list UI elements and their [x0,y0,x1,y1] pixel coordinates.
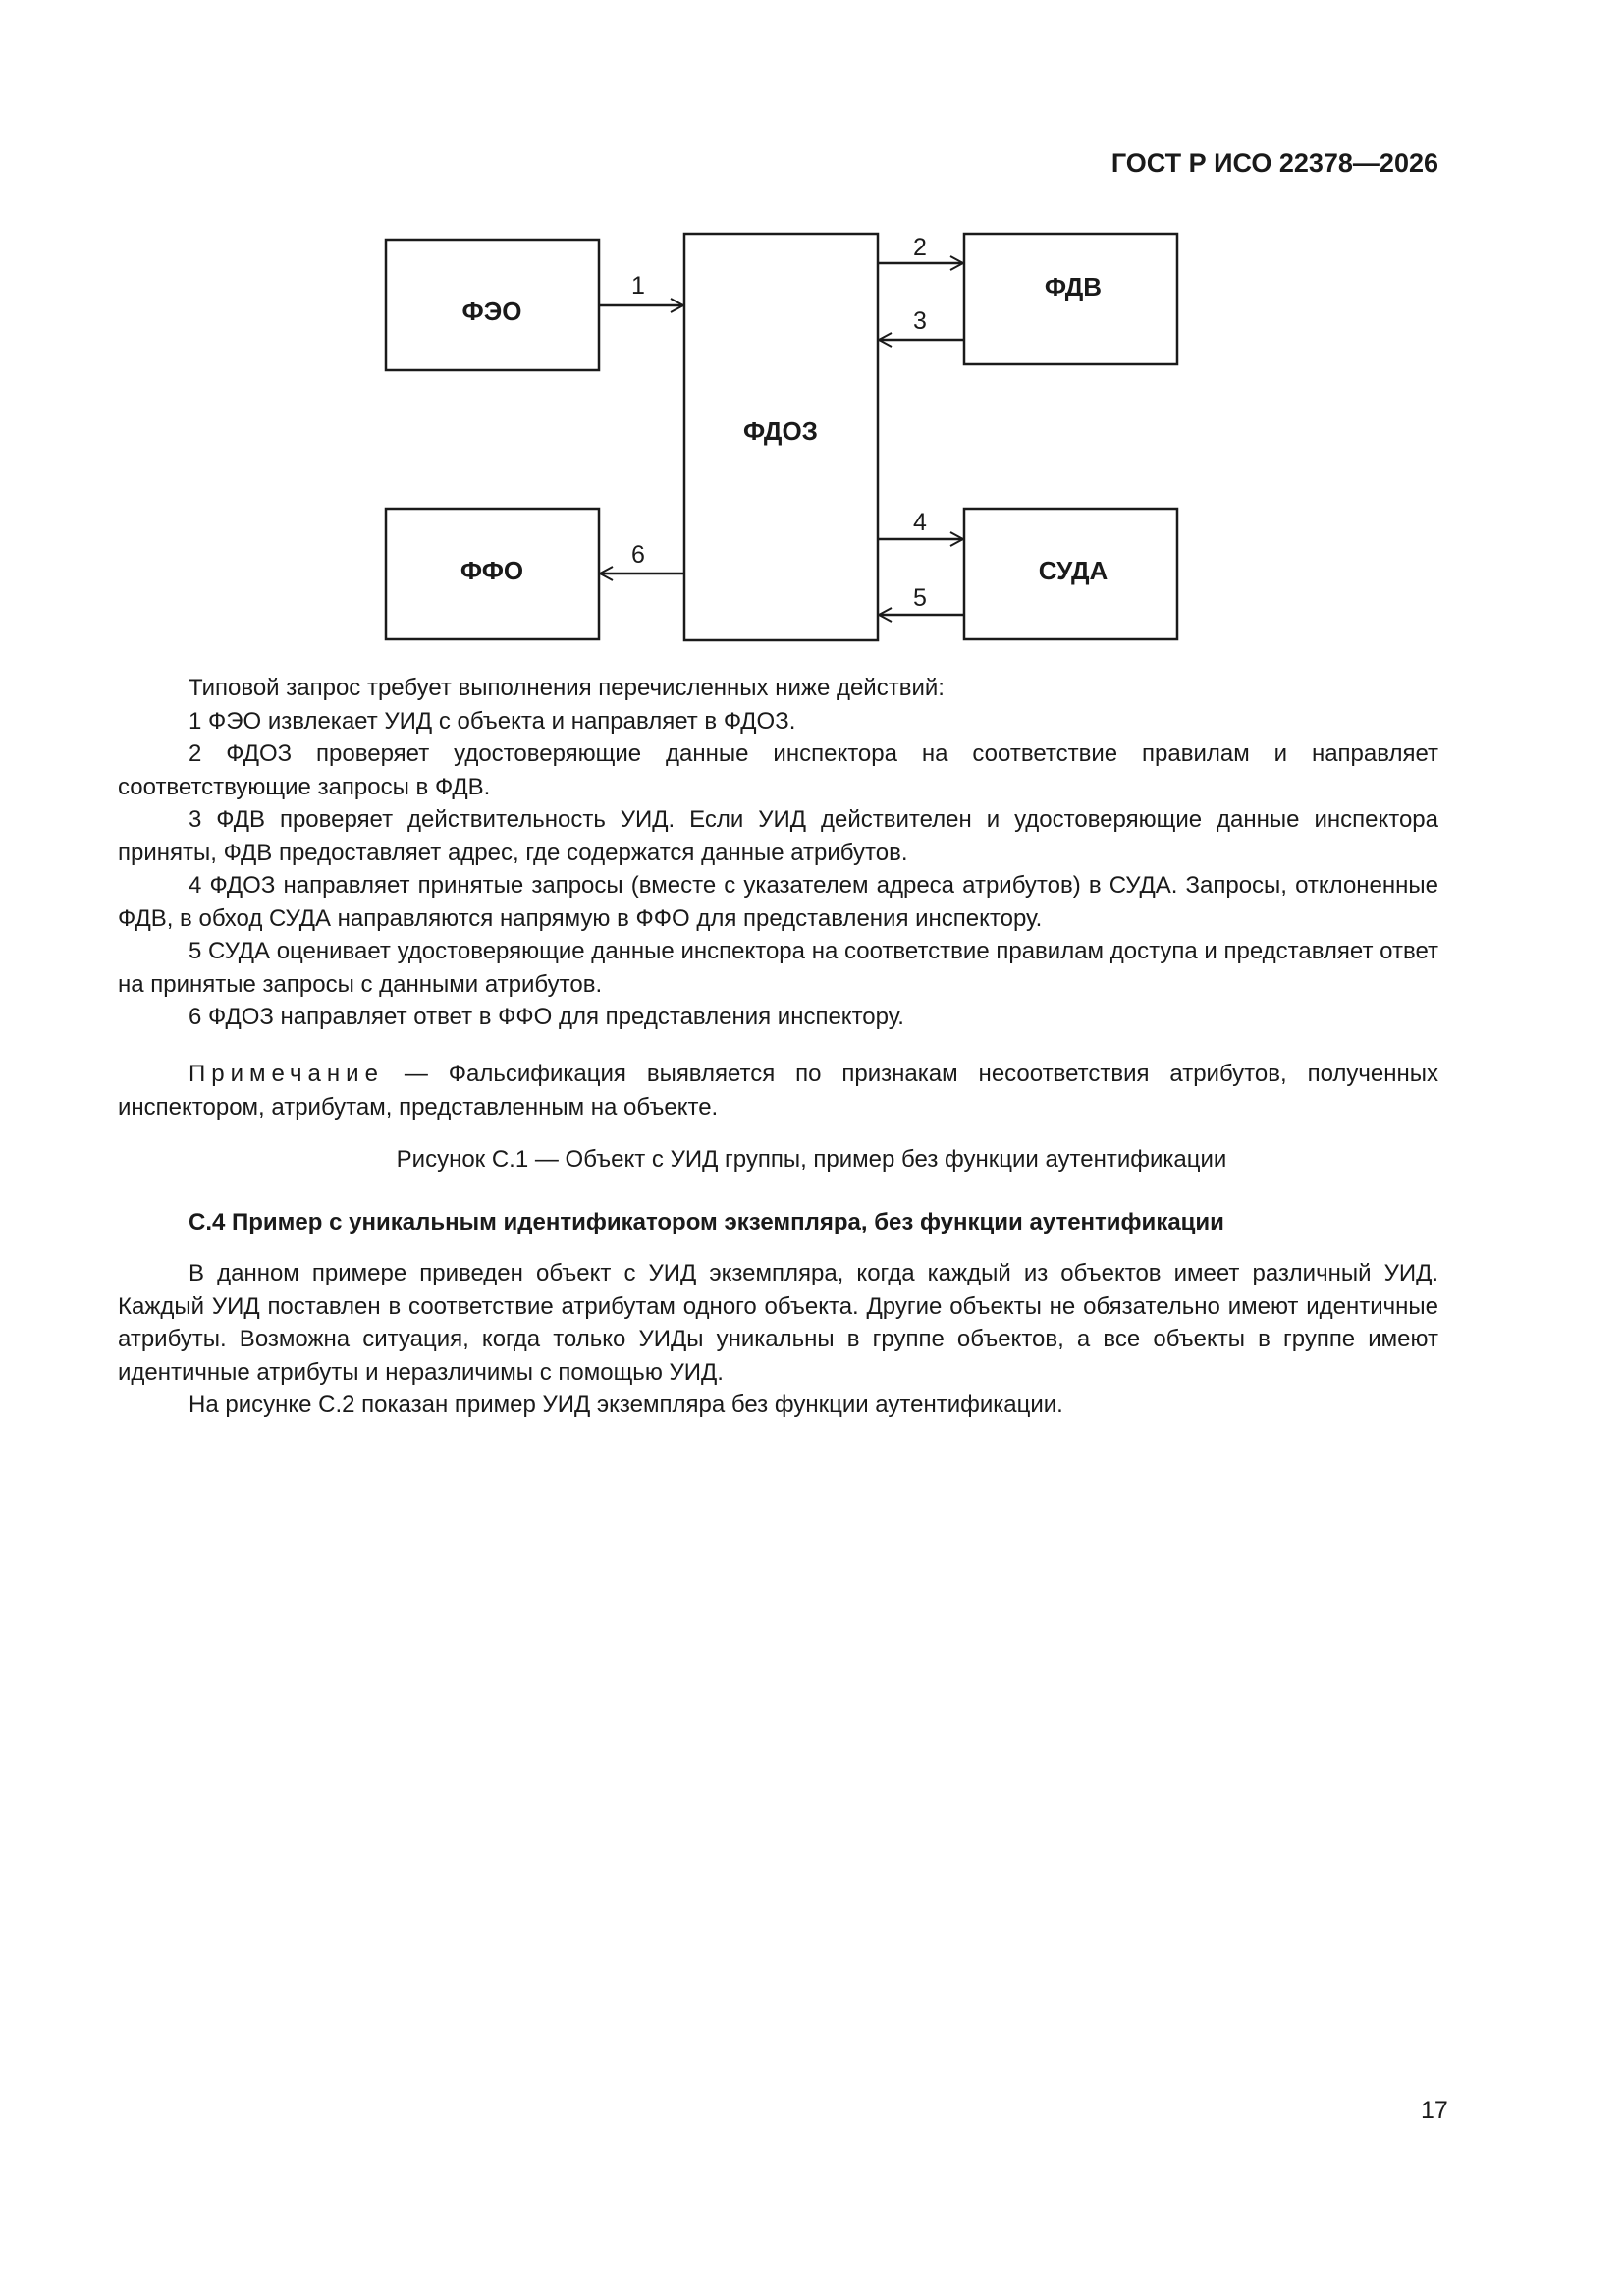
section-title: С.4 Пример с уникальным идентификатором экземпляра, без функции аутентификации [189,1209,1224,1235]
ffo-label: ФФО [460,556,524,585]
arrow-2-label: 2 [913,234,927,261]
section-paragraph-1: В данном примере приведен объект с УИД экземпляра, когда каждый из объектов имеет различный УИД. Каждый УИД поставлен в соответствие атрибутам одного объекта. Другие объекты не обязательно имеют идентичные атрибуты. Возможна ситуация, когда только УИДы уникальны в группе объектов, а все объекты в группе имеют идентичные атрибуты и неразличимы с помощью УИД. [118,1260,1438,1386]
note-label: Примечание [189,1061,384,1087]
fdv-label: ФДВ [1044,272,1103,301]
document-header: ГОСТ Р ИСО 22378—2026 [1110,148,1438,178]
note-paragraph [118,1058,1438,1123]
step-4: 4 ФДОЗ направляет принятые запросы (вместе с указателем адреса атрибутов) в СУДА. Запросы, отклоненные ФДВ, в обход СУДА направляются напрямую в ФФО для представления инспектору. [118,872,1438,932]
arrow-5-label: 5 [913,584,927,612]
feo-label: ФЭО [461,297,522,326]
note-text: — Фальсификация выявляется по признакам несоответствия атрибутов, полученных инспектором, атрибутам, представленным на объекте. [118,1061,1438,1121]
step-3: 3 ФДВ проверяет действительность УИД. Если УИД действителен и удостоверяющие данные инспектора приняты, ФДВ предоставляет адрес, где содержатся данные атрибутов. [118,806,1438,866]
step-6: 6 ФДОЗ направляет ответ в ФФО для представления инспектору. [189,1004,904,1030]
page-number: 17 [1421,2097,1448,2124]
step-5: 5 СУДА оценивает удостоверяющие данные инспектора на соответствие правилам доступа и представляет ответ на принятые запросы с данными атрибутов. [118,938,1438,998]
arrow-4-label: 4 [913,509,927,536]
step-1: 1 ФЭО извлекает УИД с объекта и направляет в ФДОЗ. [189,707,796,735]
section-body [118,1257,1438,1422]
arrow-1-label: 1 [631,272,645,300]
step-2: 2 ФДОЗ проверяет удостоверяющие данные инспектора на соответствие правилам и направляет соответствующие запросы в ФДВ. [118,740,1438,800]
procedure-text [118,672,1438,1034]
arrow-3-label: 3 [913,307,927,335]
flow-diagram [0,0,1623,687]
fdoz-label: ФДОЗ [743,416,818,446]
arrow-6-label: 6 [631,541,645,569]
note-block [118,1058,1438,1123]
figure-caption: Рисунок С.1 — Объект с УИД группы, пример без функции аутентификации [396,1146,1227,1173]
section-paragraph-2: На рисунке С.2 показан пример УИД экземпляра без функции аутентификации. [189,1392,1063,1418]
suda-label: СУДА [1038,556,1109,585]
intro-paragraph: Типовой запрос требует выполнения перечисленных ниже действий: [189,675,945,701]
